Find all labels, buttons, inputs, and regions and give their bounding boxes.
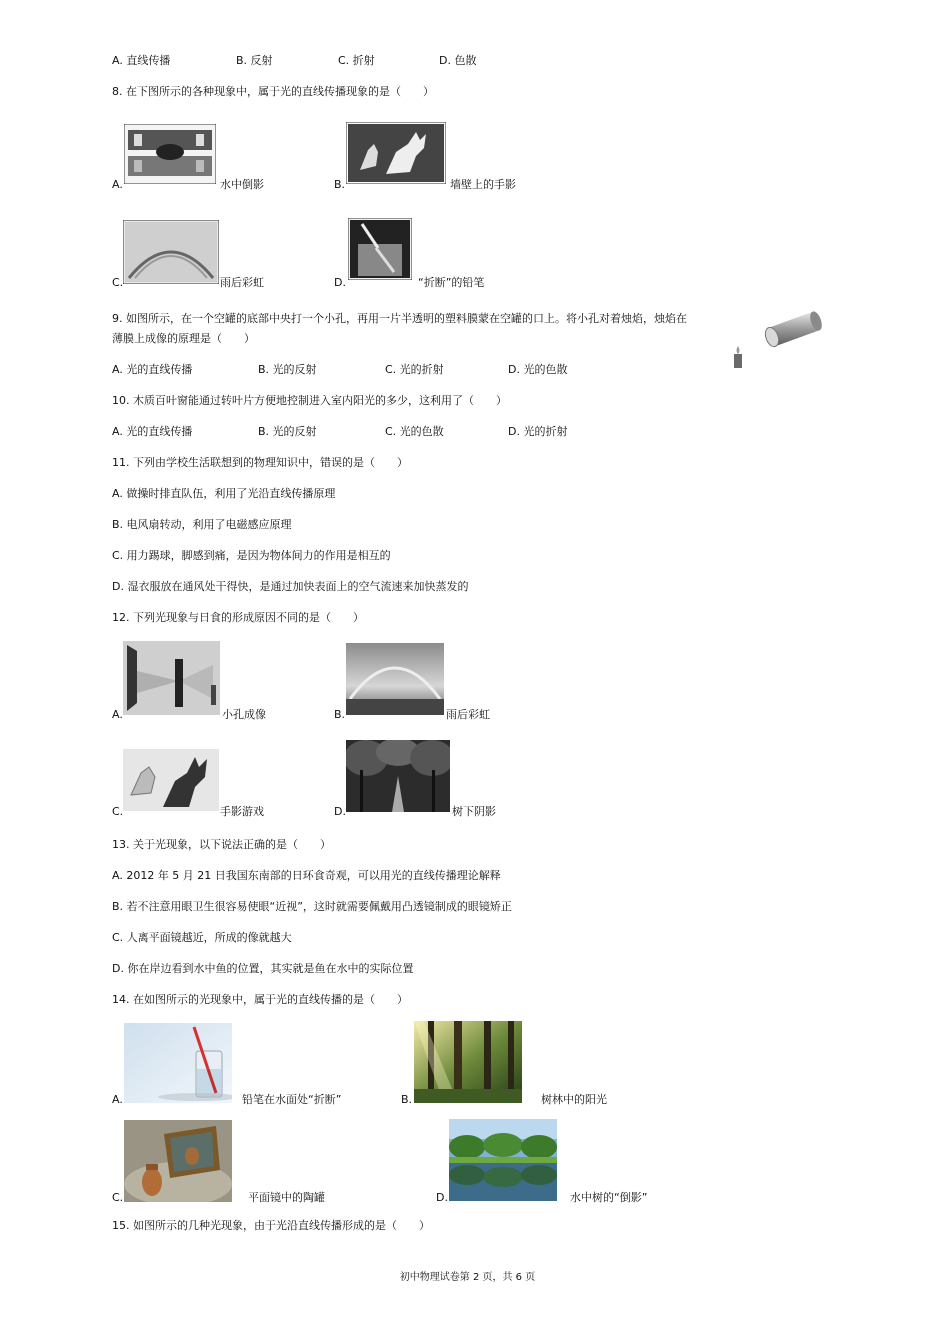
tree-reflection-in-water-image: [449, 1119, 557, 1201]
q10-option-b: B. 光的反射: [258, 425, 317, 438]
q12-question: 12. 下列光现象与日食的形成原因不同的是（ ）: [112, 611, 364, 624]
q13-option-c: C. 人离平面镜越近，所成的像就越大: [112, 931, 292, 944]
water-reflection-image: [124, 124, 216, 184]
q8-option-a-caption: 水中倒影: [220, 178, 264, 191]
q8-question: 8. 在下图所示的各种现象中，属于光的直线传播现象的是（ ）: [112, 85, 434, 98]
q12-option-c-letter: C.: [112, 805, 124, 818]
q8-option-d-caption: “折断”的铅笔: [418, 276, 485, 289]
q14-option-d-letter: D.: [436, 1191, 448, 1204]
q14-option-c-letter: C.: [112, 1191, 124, 1204]
q11-option-a: A. 做操时排直队伍，利用了光沿直线传播原理: [112, 487, 336, 500]
q9-question-line2: 薄膜上成像的原理是（ ）: [112, 332, 255, 345]
q12-option-c-caption: 手影游戏: [220, 805, 264, 818]
page-footer: 初中物理试卷第 2 页，共 6 页: [399, 1272, 536, 1283]
q10-option-c: C. 光的色散: [385, 425, 444, 438]
q14-option-d-caption: 水中树的“倒影”: [570, 1191, 648, 1204]
q8-option-a-letter: A.: [112, 178, 123, 191]
q9-option-d: D. 光的色散: [508, 363, 568, 376]
q7-option-b: B. 反射: [236, 54, 273, 67]
q10-question: 10. 木质百叶窗能通过转叶片方便地控制进入室内阳光的多少，这利用了（ ）: [112, 394, 507, 407]
q11-option-d: D. 湿衣服放在通风处干得快，是通过加快表面上的空气流速来加快蒸发的: [112, 580, 469, 593]
q10-option-a: A. 光的直线传播: [112, 425, 193, 438]
q11-option-b: B. 电风扇转动，利用了电磁感应原理: [112, 518, 292, 531]
q7-option-a: A. 直线传播: [112, 54, 171, 67]
rainbow-after-rain-image: [346, 643, 444, 715]
q14-option-b-letter: B.: [401, 1093, 413, 1106]
q12-option-d-letter: D.: [334, 805, 346, 818]
q8-option-b-letter: B.: [334, 178, 346, 191]
q9-question-line1: 9. 如图所示，在一个空罐的底部中央打一个小孔，再用一片半透明的塑料膜蒙在空罐的口上。将小孔对着烛焰，烛焰在: [112, 312, 687, 325]
q15-question: 15. 如图所示的几种光现象，由于光沿直线传播形成的是（ ）: [112, 1219, 430, 1232]
q8-option-b-caption: 墙壁上的手影: [450, 178, 516, 191]
pinhole-imaging-image: [123, 641, 220, 715]
q9-option-a: A. 光的直线传播: [112, 363, 193, 376]
q14-option-a-letter: A.: [112, 1093, 123, 1106]
sunlight-in-forest-image: [414, 1021, 522, 1103]
tree-shadow-image: [346, 740, 450, 812]
q12-option-a-caption: 小孔成像: [222, 708, 266, 721]
q9-option-c: C. 光的折射: [385, 363, 444, 376]
q8-option-c-caption: 雨后彩虹: [220, 276, 264, 289]
q13-option-a: A. 2012 年 5 月 21 日我国东南部的日环食奇观，可以用光的直线传播理论解释: [112, 869, 501, 882]
pinhole-can-candle-image: [728, 306, 824, 372]
hand-shadow-wall-image: [346, 122, 446, 184]
broken-pencil-image: [348, 218, 412, 280]
q7-option-d: D. 色散: [439, 54, 477, 67]
q12-option-d-caption: 树下阴影: [452, 805, 496, 818]
q9-option-b: B. 光的反射: [258, 363, 317, 376]
q13-option-b: B. 若不注意用眼卫生很容易使眼“近视”，这时就需要佩戴用凸透镜制成的眼镜矫正: [112, 900, 512, 913]
q13-option-d: D. 你在岸边看到水中鱼的位置，其实就是鱼在水中的实际位置: [112, 962, 414, 975]
pencil-in-water-image: [124, 1023, 232, 1103]
q14-option-a-caption: 铅笔在水面处“折断”: [242, 1093, 342, 1106]
q8-option-d-letter: D.: [334, 276, 346, 289]
q12-option-b-letter: B.: [334, 708, 346, 721]
q10-option-d: D. 光的折射: [508, 425, 568, 438]
q11-option-c: C. 用力踢球，脚感到痛，是因为物体间力的作用是相互的: [112, 549, 391, 562]
q13-question: 13. 关于光现象，以下说法正确的是（ ）: [112, 838, 331, 851]
q11-question: 11. 下列由学校生活联想到的物理知识中，错误的是（ ）: [112, 456, 408, 469]
q8-option-c-letter: C.: [112, 276, 124, 289]
q14-option-c-caption: 平面镜中的陶罐: [248, 1191, 325, 1204]
q12-option-a-letter: A.: [112, 708, 123, 721]
q14-question: 14. 在如图所示的光现象中，属于光的直线传播的是（ ）: [112, 993, 408, 1006]
plane-mirror-jar-image: [124, 1120, 232, 1202]
q14-option-b-caption: 树林中的阳光: [541, 1093, 607, 1106]
rainbow-image: [123, 220, 219, 284]
q7-option-c: C. 折射: [338, 54, 375, 67]
hand-shadow-game-image: [123, 749, 219, 811]
q12-option-b-caption: 雨后彩虹: [446, 708, 490, 721]
